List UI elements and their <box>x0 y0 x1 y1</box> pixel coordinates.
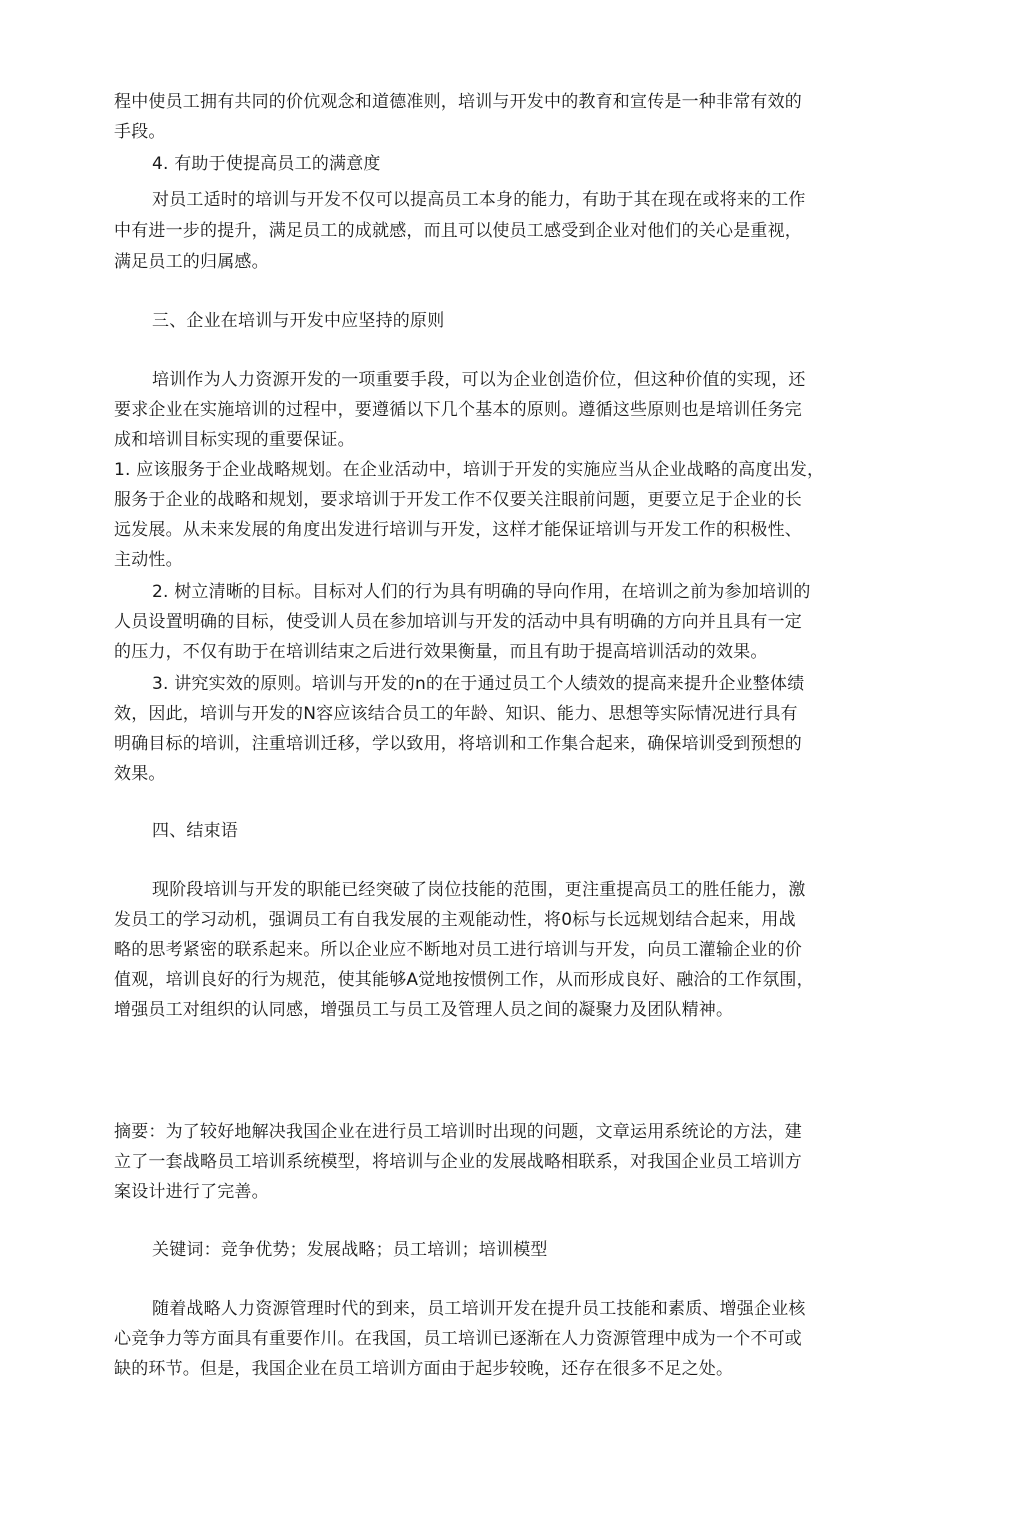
text-line: 服务于企业的战略和规划，要求培训于开发工作不仅要关注眼前问题，更要立足于企业的长 <box>114 490 802 510</box>
text-line: 发员工的学习动机，强调员工有自我发展的主观能动性，将0标与长远规划结合起来，用战 <box>114 910 796 930</box>
text-line: 成和培训目标实现的重要保证。 <box>114 430 355 450</box>
text-line: 略的思考紧密的联系起来。所以企业应不断地对员工进行培训与开发，向员工灌输企业的价 <box>114 940 802 960</box>
text-line: 增强员工对组织的认同感，增强员工与员工及管理人员之间的凝聚力及团队精神。 <box>114 1000 734 1020</box>
text-line: 心竞争力等方面具有重要作川。在我国，员工培训已逐渐在人力资源管理中成为一个不可或 <box>114 1329 802 1349</box>
section-heading: 三、企业在培训与开发中应坚持的原则 <box>152 311 445 331</box>
text-line: 效果。 <box>114 764 166 784</box>
keywords-line: 关键词：竞争优势；发展战略；员工培训；培训模型 <box>152 1240 548 1260</box>
text-line: 的压力，不仅有助于在培训结束之后进行效果衡量，而且有助于提高培训活动的效果。 <box>114 642 768 662</box>
text-line: 1. 应该服务于企业战略规划。在企业活动中，培训于开发的实施应当从企业战略的高度出发， <box>114 460 825 480</box>
abstract-line: 摘要：为了较好地解决我国企业在进行员工培训时出现的问题，文章运用系统论的方法，建 <box>114 1122 802 1142</box>
text-line: 程中使员工拥有共同的价伉观念和道德准则，培训与开发中的教育和宣传是一种非常有效的 <box>114 92 802 112</box>
list-item-heading: 4. 有助于使提高员工的满意度 <box>152 154 381 174</box>
text-line: 随着战略人力资源管理时代的到来，员工培训开发在提升员工技能和素质、增强企业核 <box>152 1299 806 1319</box>
text-line: 明确目标的培训，注重培训迁移，学以致用，将培训和工作集合起来，确保培训受到预想的 <box>114 734 802 754</box>
text-line: 对员工适时的培训与开发不仅可以提高员工本身的能力，有助于其在现在或将来的工作 <box>152 190 806 210</box>
text-line: 满足员工的归属感。 <box>114 252 269 272</box>
abstract-line: 立了一套战略员工培训系统模型，将培训与企业的发展战略相联系，对我国企业员工培训方 <box>114 1152 802 1172</box>
abstract-line: 案设计进行了完善。 <box>114 1182 269 1202</box>
text-line: 效，因此，培训与开发的N容应该结合员工的年龄、知识、能力、思想等实际情况进行具有 <box>114 704 798 724</box>
text-line: 3. 讲究实效的原则。培训与开发的n的在于通过员工个人绩效的提高来提升企业整体绩 <box>152 674 805 694</box>
text-line: 人员设置明确的目标，使受训人员在参加培训与开发的活动中具有明确的方向并且具有一定 <box>114 612 802 632</box>
section-heading: 四、结束语 <box>152 821 238 841</box>
text-line: 手段。 <box>114 122 166 142</box>
text-line: 缺的环节。但是，我国企业在员工培训方面由于起步较晚，还存在很多不足之处。 <box>114 1359 734 1379</box>
text-line: 培训作为人力资源开发的一项重要手段，可以为企业创造价位，但这种价值的实现，还 <box>152 370 806 390</box>
text-line: 现阶段培训与开发的职能已经突破了岗位技能的范围，更注重提高员工的胜任能力，激 <box>152 880 806 900</box>
text-line: 主动性。 <box>114 550 183 570</box>
text-line: 要求企业在实施培训的过程中，要遵循以下几个基本的原则。遵循这些原则也是培训任务完 <box>114 400 802 420</box>
text-line: 2. 树立清晰的目标。目标对人们的行为具有明确的导向作用，在培训之前为参加培训的 <box>152 582 811 602</box>
text-line: 远发展。从未来发展的角度出发进行培训与开发，这样才能保证培训与开发工作的积极性、 <box>114 520 802 540</box>
text-line: 中有进一步的提升，满足员工的成就感，而且可以使员工感受到企业对他们的关心是重视， <box>114 221 802 241</box>
text-line: 值观，培训良好的行为规范，使其能够A觉地按惯例工作，从而形成良好、融洽的工作氛围， <box>114 970 814 990</box>
